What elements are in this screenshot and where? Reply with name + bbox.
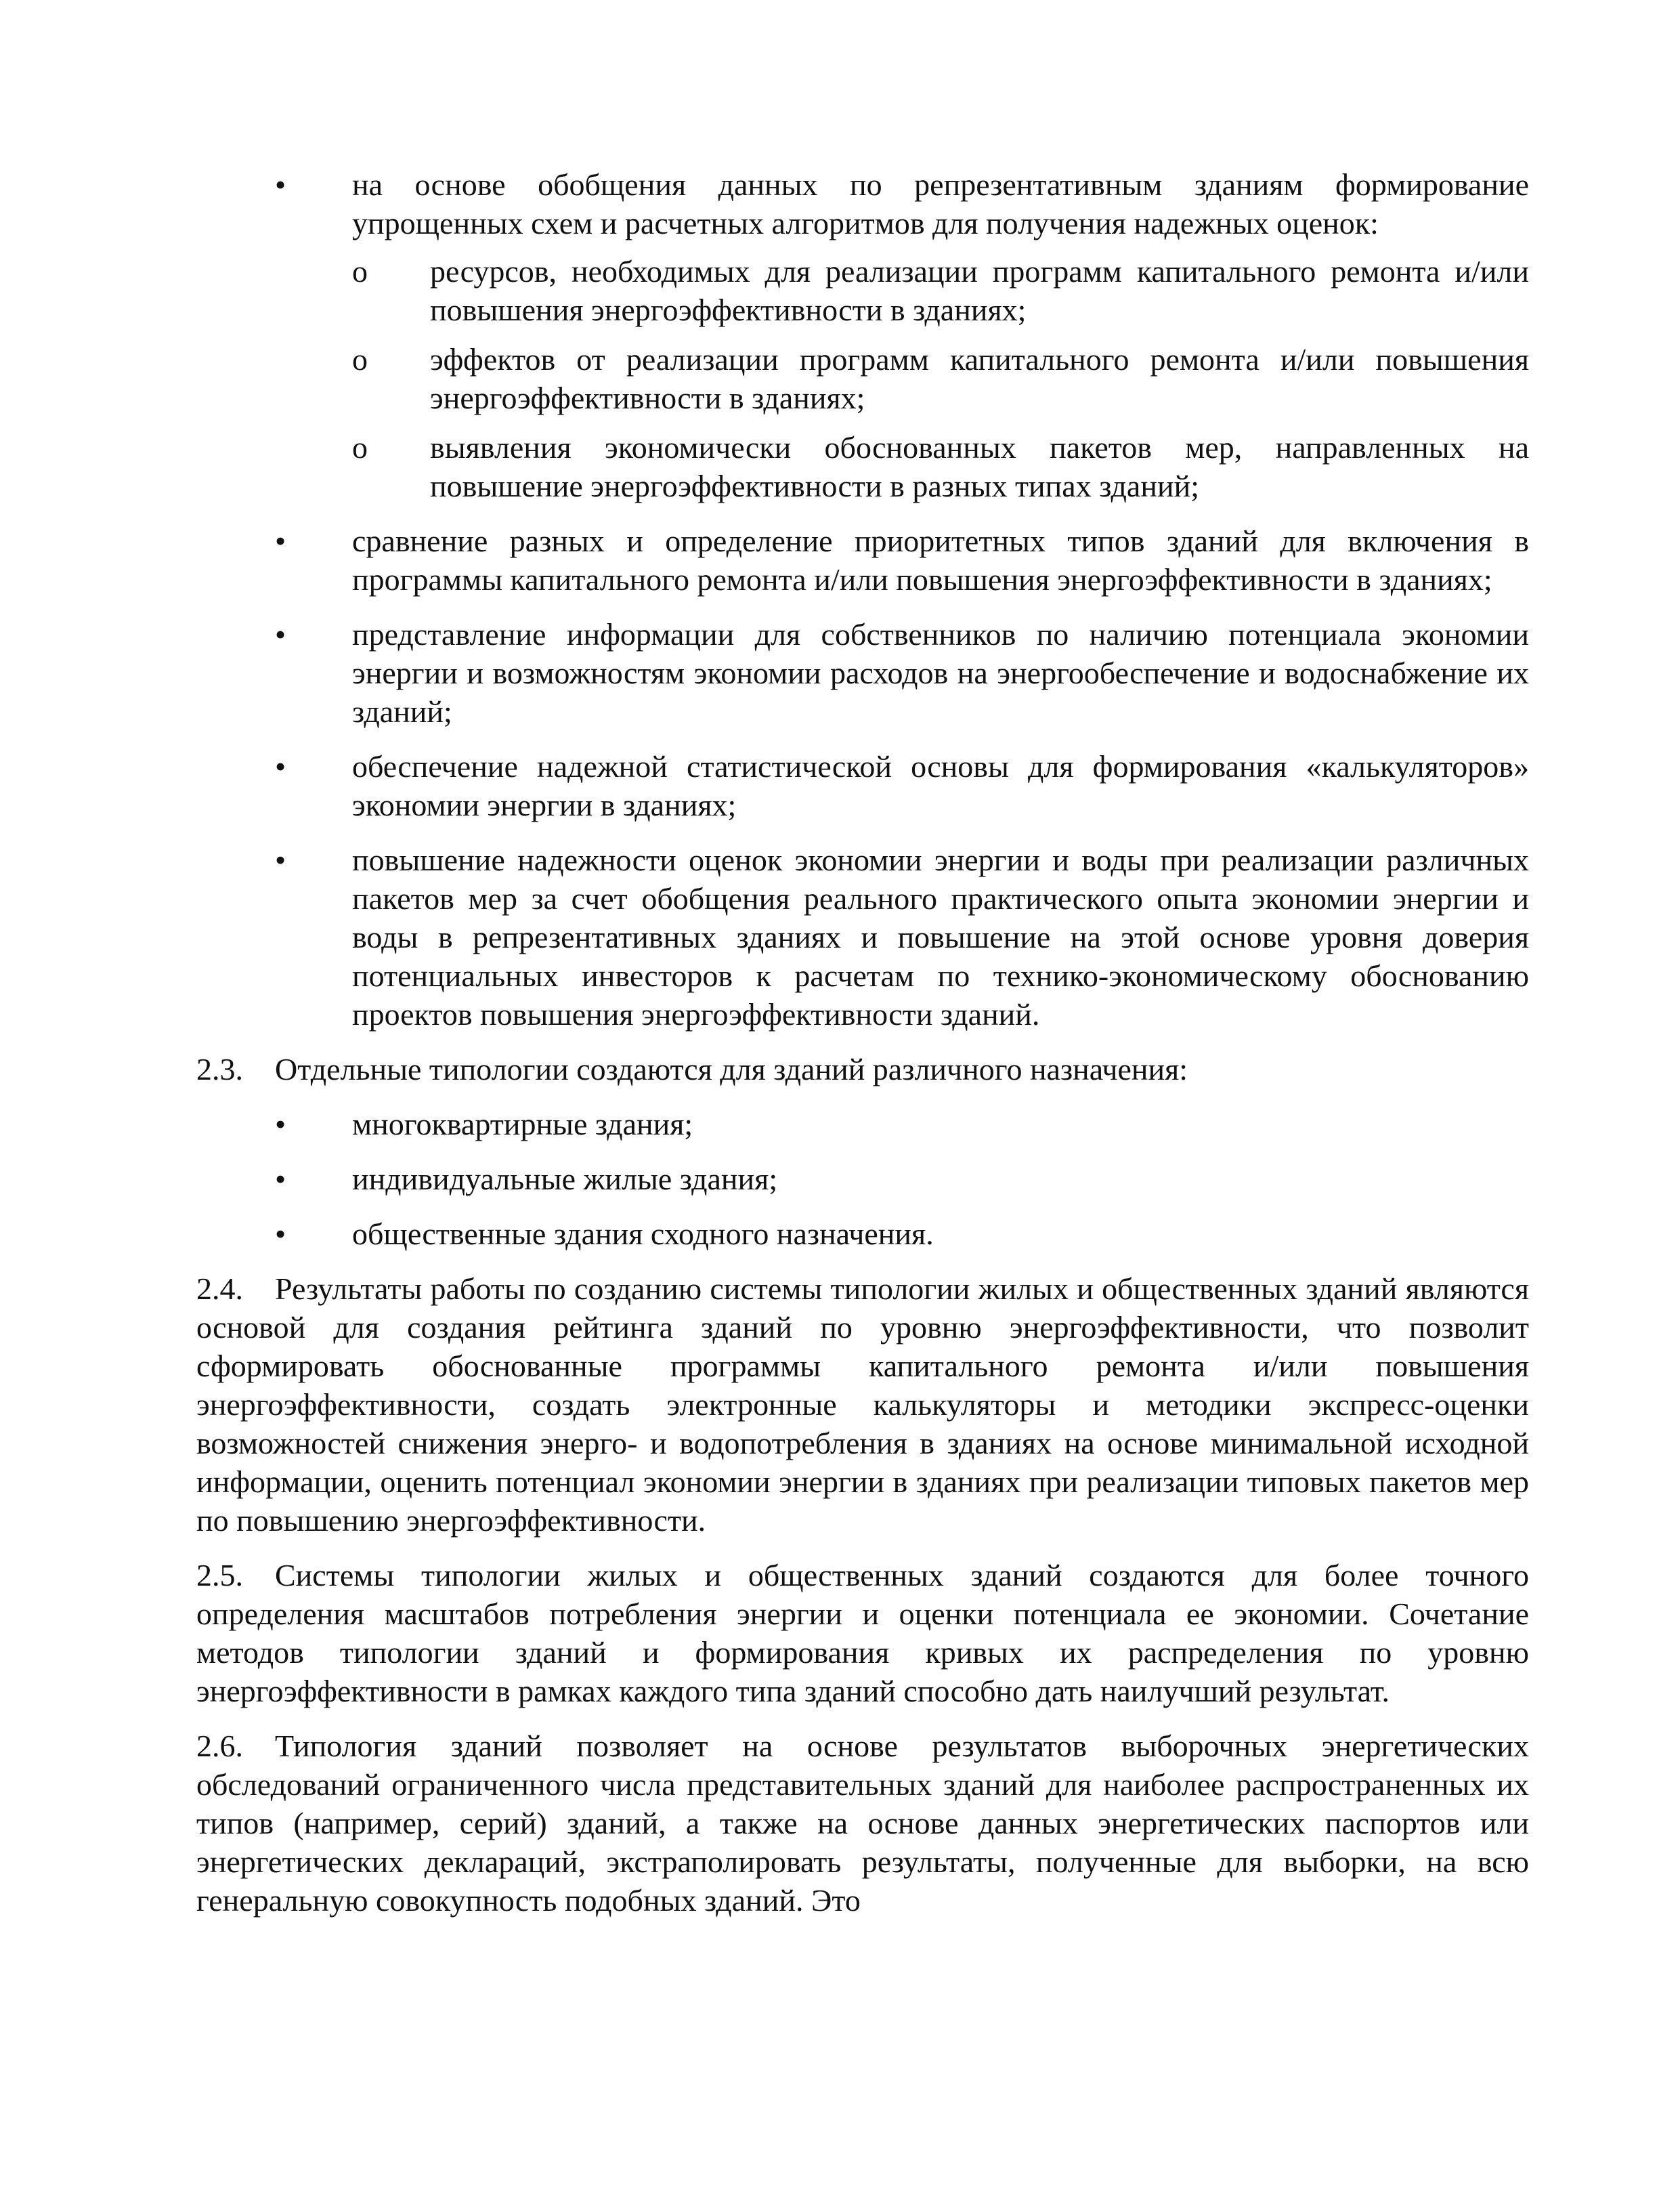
sub-list-item-text: эффектов от реализации программ капитального ремонта и/или повышения энергоэффективности в зданиях; (430, 342, 1529, 415)
list-item (196, 747, 1529, 824)
bullet-marker: • (275, 167, 286, 202)
list-item (196, 165, 1529, 505)
section-2-3-heading (196, 1050, 1529, 1088)
sub-list-item (352, 252, 1529, 329)
bullet-marker: • (275, 749, 286, 784)
sub-list-item-text: выявления экономически обоснованных пакетов мер, направленных на повышение энергоэффективности в разных типах зданий; (430, 430, 1529, 503)
list-item (196, 1160, 1529, 1198)
sub-bullet-marker: o (352, 254, 368, 289)
bullet-marker: • (275, 1107, 286, 1141)
bullet-marker: • (275, 524, 286, 558)
section-text: Системы типологии жилых и общественных зданий создаются для более точного определения масштабов потребления энергии и оценки потенциала ее экономии. Сочетание методов типологии зданий и формирования кривых их распределения по уровню энергоэффективности в рамках каждого типа зданий способно дать наилучший результат. (196, 1558, 1529, 1708)
list-item-text: обеспечение надежной статистической основы для формирования «калькуляторов» экономии энергии в зданиях; (352, 749, 1529, 822)
list-item (196, 1214, 1529, 1253)
section-number: 2.4. (196, 1271, 243, 1306)
section-text: Отдельные типологии создаются для зданий различного назначения: (275, 1052, 1188, 1086)
bullet-marker: • (275, 617, 286, 652)
section-text: Типология зданий позволяет на основе результатов выборочных энергетических обследований ограниченного числа представительных зданий для наиболее распространенных их типов (например, серий) зданий, а также на основе данных энергетических паспортов или энергетических деклараций, экстраполировать результаты, полученные для выборки, на всю генеральную совокупность подобных зданий. Это (196, 1729, 1529, 1918)
document-body (196, 165, 1529, 1936)
sub-list-item (352, 428, 1529, 505)
sub-list-item (352, 340, 1529, 417)
list-item (196, 522, 1529, 599)
section-2-5-paragraph (196, 1556, 1529, 1710)
list-item-text: повышение надежности оценок экономии энергии и воды при реализации различных пакетов мер за счет обобщения реального практического опыта экономии энергии и воды в репрезентативных зданиях и повышение на этой основе уровня доверия потенциальных инвесторов к расчетам по технико-экономическому обоснованию проектов повышения энергоэффективности зданий. (352, 843, 1529, 1032)
list-item-text: сравнение разных и определение приоритетных типов зданий для включения в программы капитального ремонта и/или повышения энергоэффективности в зданиях; (352, 524, 1529, 597)
list-item-text: многоквартирные здания; (352, 1107, 693, 1141)
list-item (196, 615, 1529, 731)
section-2-6-paragraph (196, 1727, 1529, 1920)
sub-bullet-marker: o (352, 430, 368, 465)
sub-bullet-marker: o (352, 342, 368, 377)
bullet-marker: • (275, 1217, 286, 1251)
bullet-marker: • (275, 843, 286, 877)
list-item (196, 1105, 1529, 1143)
list-item (196, 841, 1529, 1034)
section-2-4-paragraph (196, 1269, 1529, 1540)
bullet-marker: • (275, 1162, 286, 1196)
section-text: Результаты работы по созданию системы типологии жилых и общественных зданий являются основой для создания рейтинга зданий по уровню энергоэффективности, что позволит сформировать обоснованные программы капитального ремонта и/или повышения энергоэффективности, создать электронные калькуляторы и методики экспресс-оценки возможностей снижения энерго- и водопотребления в зданиях на основе минимальной исходной информации, оценить потенциал экономии энергии в зданиях при реализации типовых пакетов мер по повышению энергоэффективности. (196, 1271, 1529, 1538)
list-item-text: на основе обобщения данных по репрезентативным зданиям формирование упрощенных схем и расчетных алгоритмов для получения надежных оценок: (352, 167, 1529, 240)
list-item-text: индивидуальные жилые здания; (352, 1162, 778, 1196)
section-number: 2.5. (196, 1558, 243, 1592)
section-number: 2.3. (196, 1052, 243, 1086)
sub-list-item-text: ресурсов, необходимых для реализации программ капитального ремонта и/или повышения энергоэффективности в зданиях; (430, 254, 1529, 327)
sub-list (352, 252, 1529, 505)
section-number: 2.6. (196, 1729, 243, 1763)
list-item-text: общественные здания сходного назначения. (352, 1217, 934, 1251)
list-item-text: представление информации для собственников по наличию потенциала экономии энергии и возможностям экономии расходов на энергообеспечение и водоснабжение их зданий; (352, 617, 1529, 729)
